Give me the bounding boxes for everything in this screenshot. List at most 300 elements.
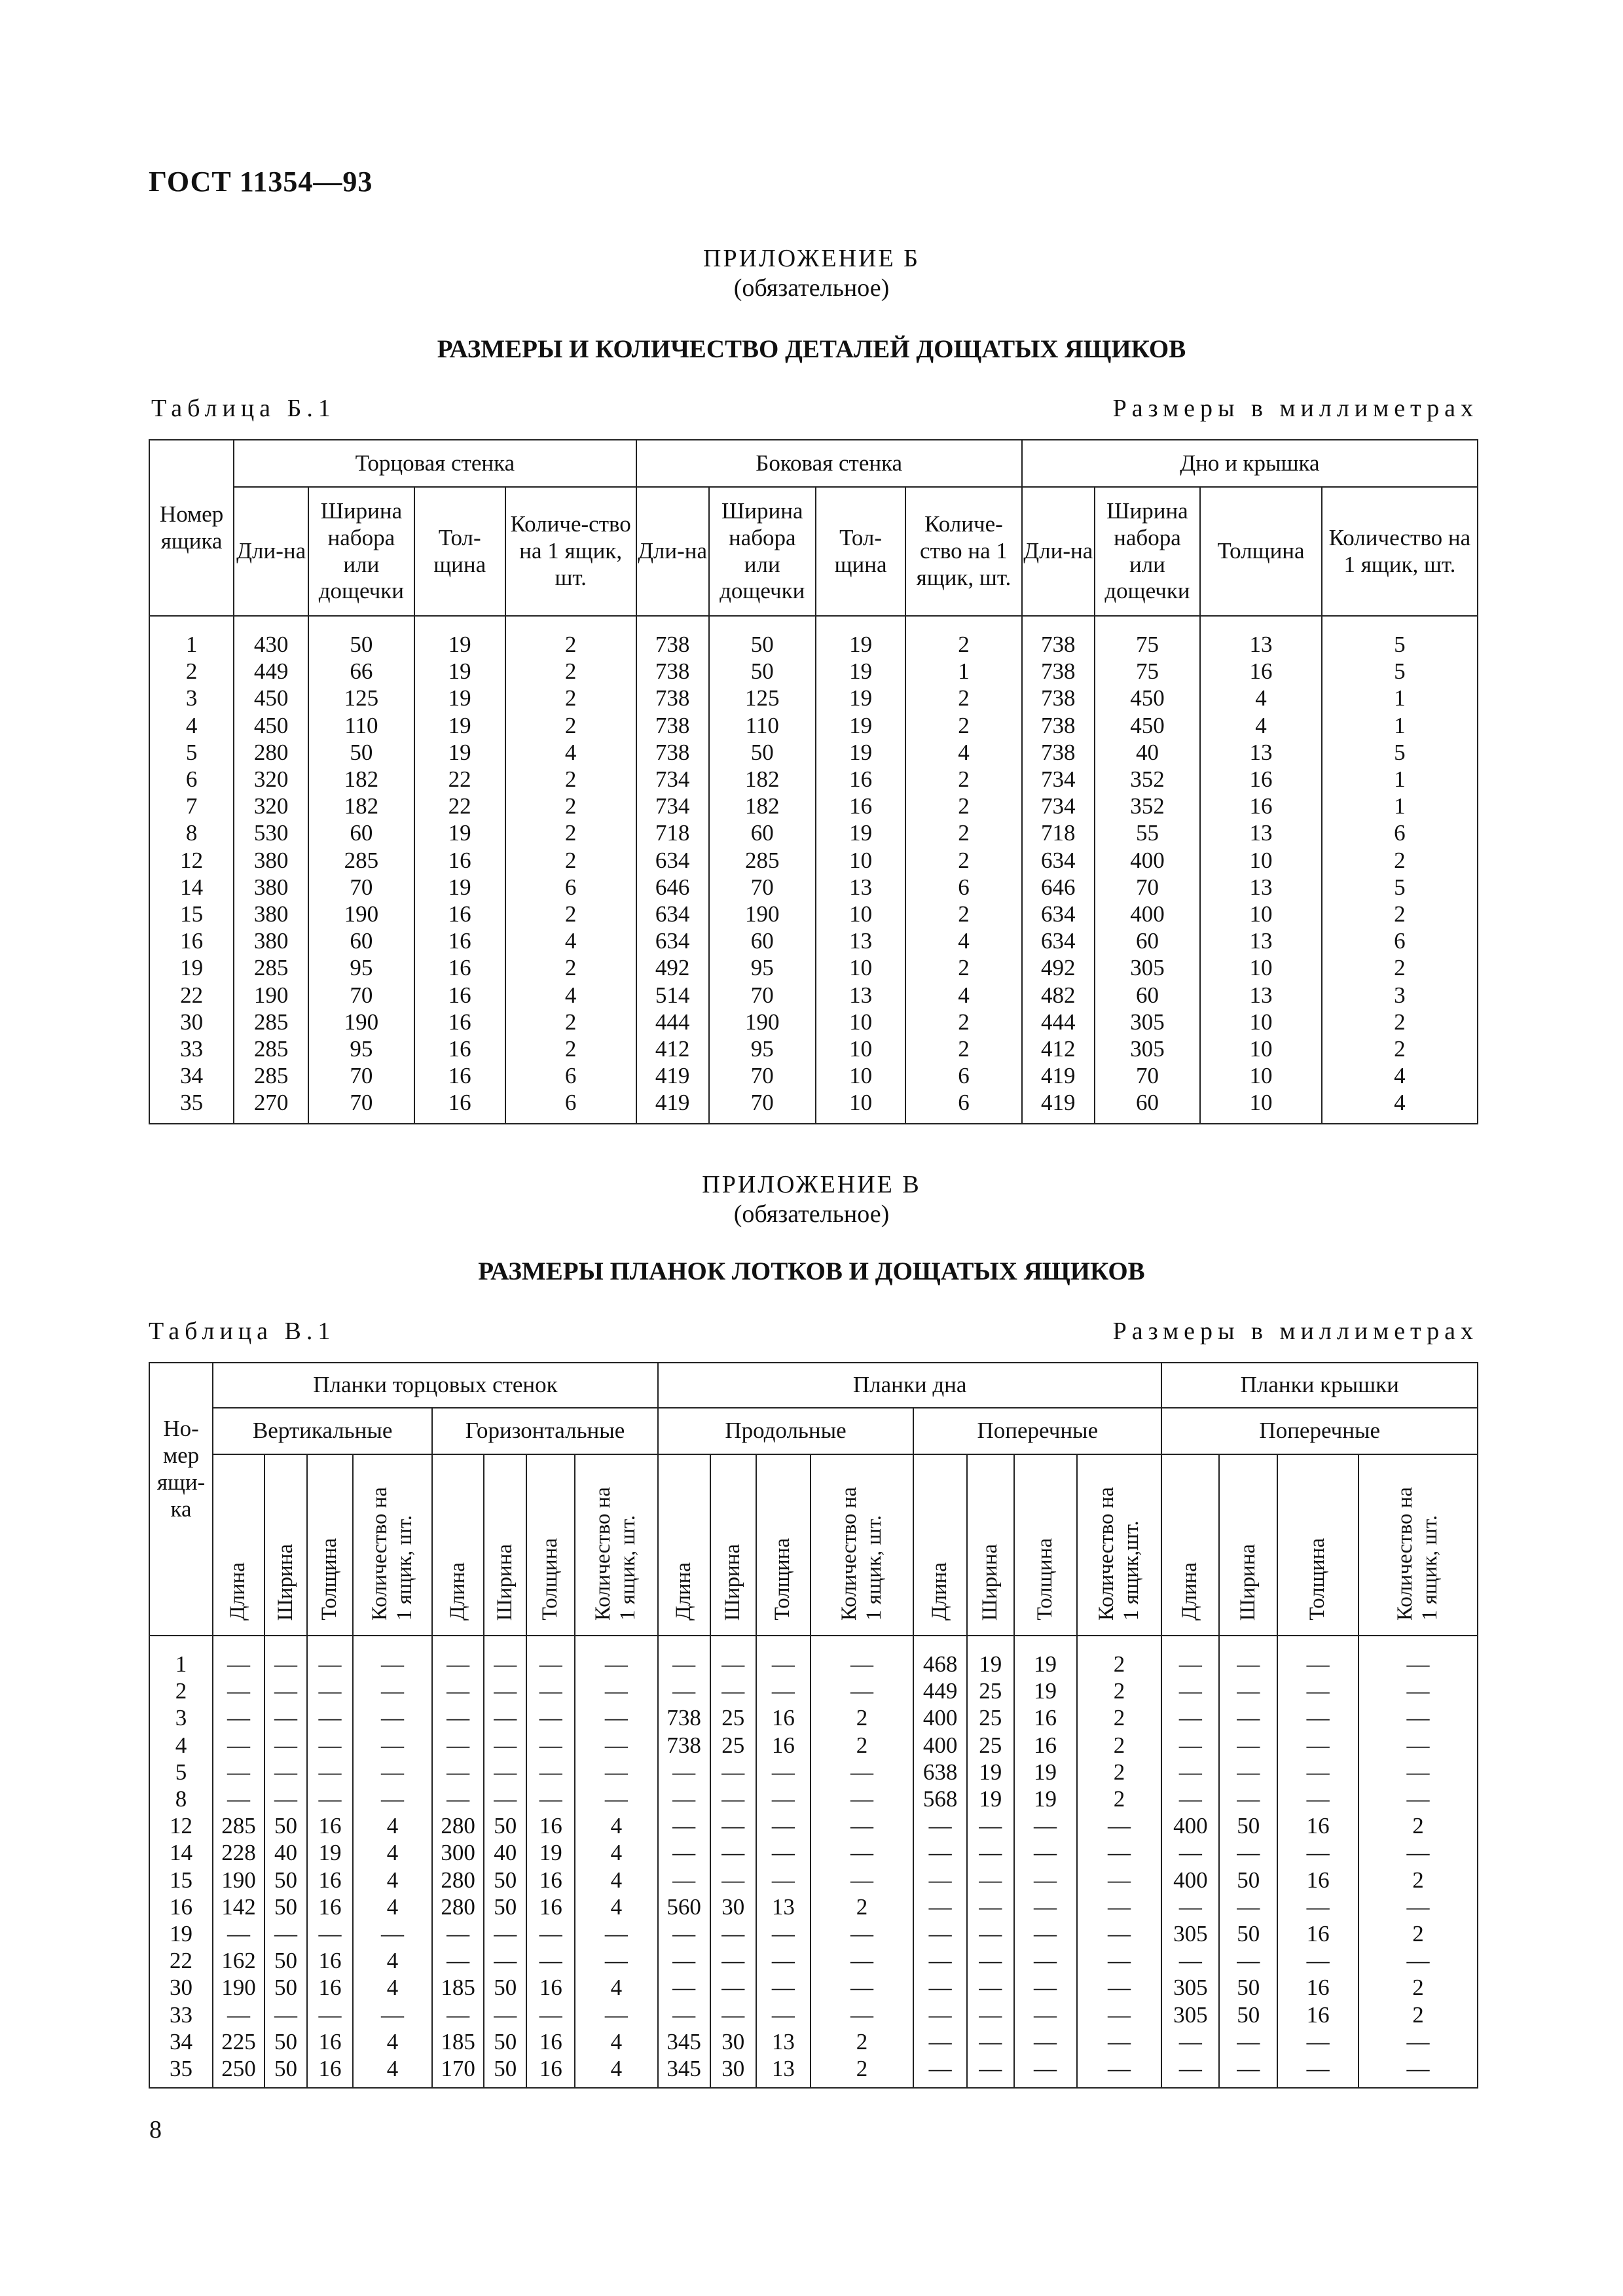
cell-lid-width: —	[1237, 2056, 1260, 2082]
cell-end-quantity: 2	[564, 1036, 577, 1062]
header-length: Дли-на	[636, 487, 709, 616]
header-length: Дли-на	[1022, 487, 1095, 616]
cell-end-thickness: 16	[448, 1063, 471, 1089]
cell-end-thickness: 16	[448, 1009, 471, 1035]
cell-lid-quantity: 2	[1412, 1921, 1424, 1947]
cell-vertical-thickness: 16	[318, 1867, 342, 1893]
column-box-number	[149, 1651, 213, 2088]
cell-box-number: 2	[185, 658, 198, 685]
cell-lid-quantity: 2	[1412, 2001, 1424, 2028]
cell-horizontal-quantity: 4	[610, 2056, 623, 2082]
cell-side-quantity: 2	[958, 1036, 970, 1062]
cell-end-width: 125	[344, 685, 379, 711]
cell-longitudinal-width: 30	[721, 2028, 745, 2054]
cell-lid-thickness: —	[1306, 1705, 1330, 1731]
cell-transverse-thickness: 19	[1034, 1651, 1057, 1677]
cell-transverse-length: 468	[922, 1651, 958, 1677]
header-length: Длина	[1178, 1562, 1202, 1621]
column-horizontal-thickness	[526, 1651, 575, 2088]
cell-horizontal-length: 280	[441, 1813, 475, 1839]
cell-horizontal-width: —	[494, 1678, 517, 1704]
cell-lid-quantity: —	[1406, 1651, 1430, 1677]
cell-side-length: 738	[655, 739, 690, 765]
cell-end-length: 285	[253, 1009, 289, 1035]
column-side-length	[636, 631, 709, 1124]
cell-lid-length: 400	[1173, 1813, 1208, 1839]
cell-longitudinal-quantity: 2	[856, 1732, 868, 1758]
cell-bottom-length: 738	[1041, 658, 1076, 685]
cell-bottom-width: 305	[1130, 1036, 1165, 1062]
cell-bottom-quantity: 3	[1394, 982, 1406, 1008]
cell-longitudinal-width: —	[721, 1921, 745, 1947]
cell-bottom-thickness: 13	[1249, 982, 1273, 1008]
cell-side-quantity: 2	[958, 847, 970, 873]
cell-longitudinal-width: 25	[721, 1732, 745, 1758]
cell-side-thickness: 10	[849, 901, 873, 927]
cell-horizontal-quantity: —	[604, 1678, 628, 1704]
cell-vertical-quantity: —	[381, 1759, 404, 1785]
cell-vertical-width: —	[274, 1921, 297, 1947]
cell-end-quantity: 6	[564, 1090, 577, 1116]
cell-vertical-quantity: —	[381, 1732, 404, 1758]
cell-vertical-length: —	[227, 1759, 250, 1785]
cell-bottom-thickness: 13	[1249, 739, 1273, 765]
cell-vertical-length: 285	[221, 1813, 256, 1839]
cell-vertical-thickness: 19	[318, 1840, 342, 1866]
cell-bottom-length: 492	[1041, 955, 1076, 981]
cell-side-quantity: 6	[958, 1090, 970, 1116]
cell-transverse-width: —	[979, 1893, 1002, 1920]
cell-bottom-length: 412	[1041, 1036, 1076, 1062]
cell-horizontal-length: —	[447, 1948, 470, 1974]
cell-side-length: 734	[655, 766, 690, 793]
header-quantity: Количе-ство на 1 ящик, шт.	[505, 487, 636, 616]
cell-end-width: 60	[350, 928, 373, 954]
cell-vertical-thickness: 16	[318, 1948, 342, 1974]
cell-longitudinal-width: —	[721, 1948, 745, 1974]
cell-vertical-thickness: 16	[318, 1813, 342, 1839]
cell-bottom-length: 738	[1041, 712, 1076, 738]
cell-horizontal-quantity: 4	[610, 1975, 623, 2001]
cell-transverse-width: 25	[979, 1678, 1002, 1704]
cell-bottom-length: 419	[1041, 1090, 1076, 1116]
cell-end-length: 430	[253, 632, 289, 657]
cell-bottom-thickness: 10	[1249, 1009, 1273, 1035]
cell-bottom-quantity: 1	[1394, 685, 1406, 711]
cell-end-width: 190	[344, 901, 379, 927]
cell-horizontal-width: —	[494, 2001, 517, 2028]
cell-longitudinal-thickness: —	[771, 2001, 795, 2028]
cell-end-thickness: 16	[448, 982, 471, 1008]
cell-horizontal-thickness: 16	[539, 2056, 562, 2082]
cell-vertical-length: 190	[221, 1867, 256, 1893]
cell-horizontal-quantity: 4	[610, 1840, 623, 1866]
cell-longitudinal-length: —	[672, 2001, 696, 2028]
cell-horizontal-thickness: —	[539, 2001, 562, 2028]
cell-side-quantity: 2	[958, 1009, 970, 1035]
cell-bottom-quantity: 1	[1394, 793, 1406, 819]
cell-lid-thickness: 16	[1306, 2001, 1330, 2028]
cell-horizontal-width: —	[494, 1759, 517, 1785]
cell-transverse-thickness: —	[1034, 1867, 1057, 1893]
cell-bottom-thickness: 10	[1249, 955, 1273, 981]
column-side-width	[709, 631, 816, 1124]
cell-end-length: 285	[253, 1036, 289, 1062]
cell-longitudinal-quantity: —	[850, 2001, 873, 2028]
cell-bottom-quantity: 2	[1394, 847, 1406, 873]
cell-side-thickness: 19	[849, 685, 873, 711]
cell-longitudinal-quantity: —	[850, 1786, 873, 1812]
header-quantity: Количество на 1 ящик, шт.	[1393, 1486, 1442, 1621]
cell-horizontal-length: —	[447, 1651, 470, 1677]
cell-end-length: 270	[253, 1090, 289, 1116]
cell-end-width: 70	[350, 874, 373, 900]
cell-horizontal-width: —	[494, 1732, 517, 1758]
table-v1-units: Размеры в миллиметрах	[1112, 1318, 1478, 1345]
cell-horizontal-length: 300	[441, 1840, 475, 1866]
cell-bottom-width: 450	[1130, 712, 1165, 738]
appendix-b-heading: РАЗМЕРЫ И КОЛИЧЕСТВО ДЕТАЛЕЙ ДОЩАТЫХ ЯЩИКОВ	[437, 335, 1186, 363]
cell-horizontal-quantity: —	[604, 2001, 628, 2028]
cell-longitudinal-length: —	[672, 1867, 696, 1893]
cell-side-quantity: 4	[958, 739, 970, 765]
cell-box-number: 35	[180, 1090, 204, 1116]
cell-transverse-thickness: —	[1034, 1840, 1057, 1866]
cell-horizontal-thickness: 16	[539, 1975, 562, 2001]
cell-end-width: 182	[344, 793, 379, 819]
cell-lid-length: —	[1178, 1759, 1202, 1785]
cell-bottom-thickness: 13	[1249, 820, 1273, 846]
cell-transverse-quantity: —	[1108, 2001, 1131, 2028]
cell-vertical-length: —	[227, 1786, 250, 1812]
cell-side-width: 125	[745, 685, 780, 711]
cell-transverse-length: —	[928, 1975, 952, 2001]
cell-side-length: 734	[655, 793, 690, 819]
cell-bottom-thickness: 13	[1249, 632, 1273, 657]
cell-end-width: 50	[350, 739, 373, 765]
cell-horizontal-thickness: —	[539, 1678, 562, 1704]
cell-end-length: 530	[253, 820, 289, 846]
cell-bottom-quantity: 5	[1394, 874, 1406, 900]
header-length: Длина	[671, 1562, 695, 1621]
cell-transverse-length: 638	[922, 1759, 958, 1785]
cell-longitudinal-thickness: —	[771, 1813, 795, 1839]
cell-transverse-width: 25	[979, 1705, 1002, 1731]
cell-lid-length: —	[1178, 1651, 1202, 1677]
cell-horizontal-quantity: —	[604, 1705, 628, 1731]
cell-transverse-quantity: —	[1108, 1867, 1131, 1893]
cell-lid-thickness: —	[1306, 1759, 1330, 1785]
cell-bottom-thickness: 16	[1249, 766, 1273, 793]
cell-horizontal-width: —	[494, 1786, 517, 1812]
cell-vertical-width: 50	[274, 1948, 297, 1974]
cell-end-length: 450	[253, 712, 289, 738]
cell-vertical-thickness: —	[318, 1678, 342, 1704]
cell-transverse-thickness: 19	[1034, 1678, 1057, 1704]
cell-end-width: 182	[344, 766, 379, 793]
column-lid-thickness	[1277, 1651, 1359, 2088]
cell-end-length: 320	[253, 793, 289, 819]
cell-lid-width: 50	[1237, 1867, 1260, 1893]
cell-vertical-thickness: 16	[318, 2056, 342, 2082]
header-thickness: Тол-щина	[816, 487, 905, 616]
cell-side-width: 60	[750, 820, 774, 846]
cell-bottom-length: 738	[1041, 632, 1076, 657]
cell-side-width: 70	[750, 1090, 774, 1116]
cell-transverse-length: —	[928, 2001, 952, 2028]
cell-bottom-quantity: 1	[1394, 766, 1406, 793]
cell-side-thickness: 19	[849, 658, 873, 685]
header-quantity: Количество на 1 ящик, шт.	[837, 1486, 886, 1621]
cell-vertical-width: 50	[274, 2056, 297, 2082]
cell-longitudinal-width: —	[721, 1975, 745, 2001]
column-bottom-length	[1022, 631, 1095, 1124]
cell-lid-width: —	[1237, 1651, 1260, 1677]
cell-longitudinal-width: —	[721, 1867, 745, 1893]
column-longitudinal-quantity	[811, 1651, 913, 2088]
cell-vertical-thickness: —	[318, 1921, 342, 1947]
header-thickness: Толщина	[538, 1538, 562, 1621]
cell-box-number: 8	[185, 820, 198, 846]
cell-horizontal-length: —	[447, 1678, 470, 1704]
cell-horizontal-quantity: —	[604, 1759, 628, 1785]
table-b1-units: Размеры в миллиметрах	[1112, 395, 1478, 422]
cell-side-length: 634	[655, 928, 690, 954]
cell-lid-width: —	[1237, 1786, 1260, 1812]
cell-longitudinal-thickness: 16	[771, 1732, 795, 1758]
cell-transverse-thickness: —	[1034, 1948, 1057, 1974]
cell-side-quantity: 2	[958, 820, 970, 846]
cell-vertical-quantity: 4	[386, 1975, 399, 2001]
cell-vertical-length: —	[227, 1732, 250, 1758]
cell-vertical-width: 50	[274, 1813, 297, 1839]
cell-horizontal-quantity: —	[604, 1786, 628, 1812]
cell-vertical-thickness: —	[318, 1786, 342, 1812]
cell-longitudinal-quantity: 2	[856, 1893, 868, 1920]
cell-bottom-quantity: 2	[1394, 1009, 1406, 1035]
cell-vertical-length: —	[227, 1651, 250, 1677]
cell-box-number: 14	[170, 1840, 193, 1866]
cell-box-number: 30	[170, 1975, 193, 2001]
cell-lid-width: —	[1237, 1678, 1260, 1704]
cell-horizontal-length: 280	[441, 1867, 475, 1893]
cell-lid-length: —	[1178, 1705, 1202, 1731]
cell-longitudinal-thickness: 13	[771, 2028, 795, 2054]
cell-box-number: 16	[170, 1893, 193, 1920]
cell-lid-width: —	[1237, 1893, 1260, 1920]
cell-lid-thickness: —	[1306, 1840, 1330, 1866]
cell-horizontal-width: 50	[494, 1975, 517, 2001]
cell-longitudinal-length: —	[672, 1921, 696, 1947]
column-transverse-thickness	[1014, 1651, 1077, 2088]
cell-lid-quantity: —	[1406, 1678, 1430, 1704]
cell-horizontal-length: —	[447, 1786, 470, 1812]
header-horizontal: Горизонтальные	[432, 1408, 657, 1454]
column-bottom-width	[1095, 631, 1200, 1124]
cell-box-number: 35	[170, 2056, 193, 2082]
header-width: Ширина	[1235, 1543, 1260, 1621]
header-width: Ширина	[492, 1543, 517, 1621]
header-thickness: Тол-щина	[414, 487, 505, 616]
cell-longitudinal-thickness: —	[771, 1786, 795, 1812]
cell-side-thickness: 19	[849, 632, 873, 657]
cell-horizontal-quantity: 4	[610, 2028, 623, 2054]
cell-bottom-length: 734	[1041, 793, 1076, 819]
cell-horizontal-length: 185	[441, 2028, 475, 2054]
cell-bottom-quantity: 2	[1394, 1036, 1406, 1062]
cell-longitudinal-length: —	[672, 1651, 696, 1677]
cell-end-thickness: 19	[448, 632, 471, 657]
cell-vertical-width: 50	[274, 1893, 297, 1920]
cell-side-length: 444	[655, 1009, 690, 1035]
cell-side-quantity: 6	[958, 874, 970, 900]
cell-vertical-length: —	[227, 1921, 250, 1947]
cell-bottom-thickness: 13	[1249, 874, 1273, 900]
table-b1-caption: Таблица Б.1	[151, 395, 336, 422]
cell-box-number: 12	[170, 1813, 193, 1839]
cell-side-length: 634	[655, 901, 690, 927]
cell-side-thickness: 16	[849, 793, 873, 819]
column-bottom-quantity	[1322, 631, 1478, 1124]
cell-transverse-quantity: —	[1108, 1921, 1131, 1947]
cell-transverse-thickness: —	[1034, 1813, 1057, 1839]
header-width: Ширина набора или дощечки	[1095, 487, 1200, 616]
cell-longitudinal-quantity: 2	[856, 1705, 868, 1731]
cell-side-quantity: 2	[958, 955, 970, 981]
header-longitudinal: Продольные	[658, 1408, 913, 1454]
cell-vertical-width: —	[274, 1651, 297, 1677]
column-end-length	[234, 631, 308, 1124]
cell-box-number: 34	[170, 2028, 193, 2054]
cell-vertical-width: —	[274, 2001, 297, 2028]
cell-longitudinal-length: —	[672, 1786, 696, 1812]
cell-end-quantity: 4	[564, 982, 577, 1008]
cell-transverse-thickness: —	[1034, 2056, 1057, 2082]
cell-side-width: 70	[750, 982, 774, 1008]
document-code: ГОСТ 11354—93	[149, 166, 373, 198]
cell-side-quantity: 2	[958, 766, 970, 793]
column-horizontal-length	[432, 1651, 484, 2088]
cell-horizontal-length: 280	[441, 1893, 475, 1920]
cell-horizontal-width: —	[494, 1705, 517, 1731]
cell-vertical-width: —	[274, 1705, 297, 1731]
cell-side-width: 95	[750, 955, 774, 981]
cell-transverse-width: 25	[979, 1732, 1002, 1758]
cell-transverse-thickness: —	[1034, 1893, 1057, 1920]
cell-lid-thickness: —	[1306, 1732, 1330, 1758]
header-vertical: Вертикальные	[213, 1408, 432, 1454]
cell-box-number: 16	[180, 928, 204, 954]
header-box-number: Номер ящика	[149, 440, 234, 616]
cell-side-quantity: 6	[958, 1063, 970, 1089]
cell-end-thickness: 16	[448, 1036, 471, 1062]
cell-side-length: 646	[655, 874, 690, 900]
cell-longitudinal-width: —	[721, 1840, 745, 1866]
cell-longitudinal-width: —	[721, 1678, 745, 1704]
cell-vertical-width: —	[274, 1786, 297, 1812]
cell-end-length: 449	[253, 658, 289, 685]
column-lid-length	[1161, 1651, 1219, 2088]
column-transverse-width	[967, 1651, 1014, 2088]
cell-transverse-quantity: —	[1108, 1813, 1131, 1839]
cell-vertical-quantity: 4	[386, 2028, 399, 2054]
cell-end-thickness: 19	[448, 712, 471, 738]
cell-side-width: 60	[750, 928, 774, 954]
appendix-v-note: (обязательное)	[733, 1200, 890, 1228]
cell-lid-thickness: —	[1306, 2056, 1330, 2082]
cell-end-length: 380	[253, 847, 289, 873]
cell-horizontal-quantity: 4	[610, 1813, 623, 1839]
column-longitudinal-length	[658, 1651, 710, 2088]
cell-side-thickness: 10	[849, 1009, 873, 1035]
cell-bottom-width: 55	[1135, 820, 1159, 846]
cell-vertical-width: 50	[274, 1867, 297, 1893]
header-end-slats: Планки торцовых стенок	[213, 1363, 658, 1408]
cell-side-width: 70	[750, 1063, 774, 1089]
cell-vertical-thickness: 16	[318, 1975, 342, 2001]
cell-longitudinal-thickness: —	[771, 1651, 795, 1677]
cell-end-quantity: 2	[564, 1009, 577, 1035]
cell-bottom-width: 305	[1130, 1009, 1165, 1035]
cell-vertical-width: —	[274, 1759, 297, 1785]
cell-side-thickness: 10	[849, 847, 873, 873]
cell-vertical-length: —	[227, 2001, 250, 2028]
cell-longitudinal-quantity: —	[850, 1840, 873, 1866]
cell-horizontal-width: —	[494, 1921, 517, 1947]
cell-bottom-thickness: 10	[1249, 847, 1273, 873]
cell-end-quantity: 2	[564, 766, 577, 793]
cell-vertical-thickness: 16	[318, 2028, 342, 2054]
cell-bottom-thickness: 16	[1249, 793, 1273, 819]
cell-side-length: 419	[655, 1090, 690, 1116]
cell-side-length: 738	[655, 685, 690, 711]
cell-side-thickness: 16	[849, 766, 873, 793]
cell-bottom-width: 60	[1135, 982, 1159, 1008]
cell-box-number: 7	[185, 793, 198, 819]
cell-vertical-length: 190	[221, 1975, 256, 2001]
cell-longitudinal-length: —	[672, 1759, 696, 1785]
header-thickness: Толщина	[317, 1538, 341, 1621]
cell-longitudinal-thickness: —	[771, 1921, 795, 1947]
cell-end-thickness: 19	[448, 874, 471, 900]
cell-end-quantity: 6	[564, 1063, 577, 1089]
cell-transverse-length: —	[928, 2028, 952, 2054]
cell-bottom-length: 419	[1041, 1063, 1076, 1089]
cell-vertical-width: 40	[274, 1840, 297, 1866]
cell-bottom-width: 70	[1135, 1063, 1159, 1089]
cell-side-thickness: 19	[849, 820, 873, 846]
cell-transverse-length: —	[928, 1867, 952, 1893]
cell-lid-quantity: —	[1406, 1759, 1430, 1785]
cell-transverse-quantity: 2	[1113, 1759, 1125, 1785]
cell-bottom-quantity: 6	[1394, 820, 1406, 846]
cell-end-length: 280	[253, 739, 289, 765]
cell-horizontal-thickness: 16	[539, 1867, 562, 1893]
cell-side-quantity: 2	[958, 793, 970, 819]
cell-horizontal-thickness: —	[539, 1921, 562, 1947]
cell-end-thickness: 22	[448, 766, 471, 793]
cell-vertical-quantity: 4	[386, 1813, 399, 1839]
cell-end-width: 70	[350, 982, 373, 1008]
cell-horizontal-thickness: 19	[539, 1840, 562, 1866]
cell-longitudinal-width: —	[721, 1759, 745, 1785]
cell-longitudinal-quantity: —	[850, 1651, 873, 1677]
cell-end-width: 70	[350, 1063, 373, 1089]
cell-longitudinal-thickness: —	[771, 1975, 795, 2001]
cell-vertical-quantity: —	[381, 1678, 404, 1704]
cell-longitudinal-width: —	[721, 2001, 745, 2028]
cell-lid-quantity: —	[1406, 2056, 1430, 2082]
